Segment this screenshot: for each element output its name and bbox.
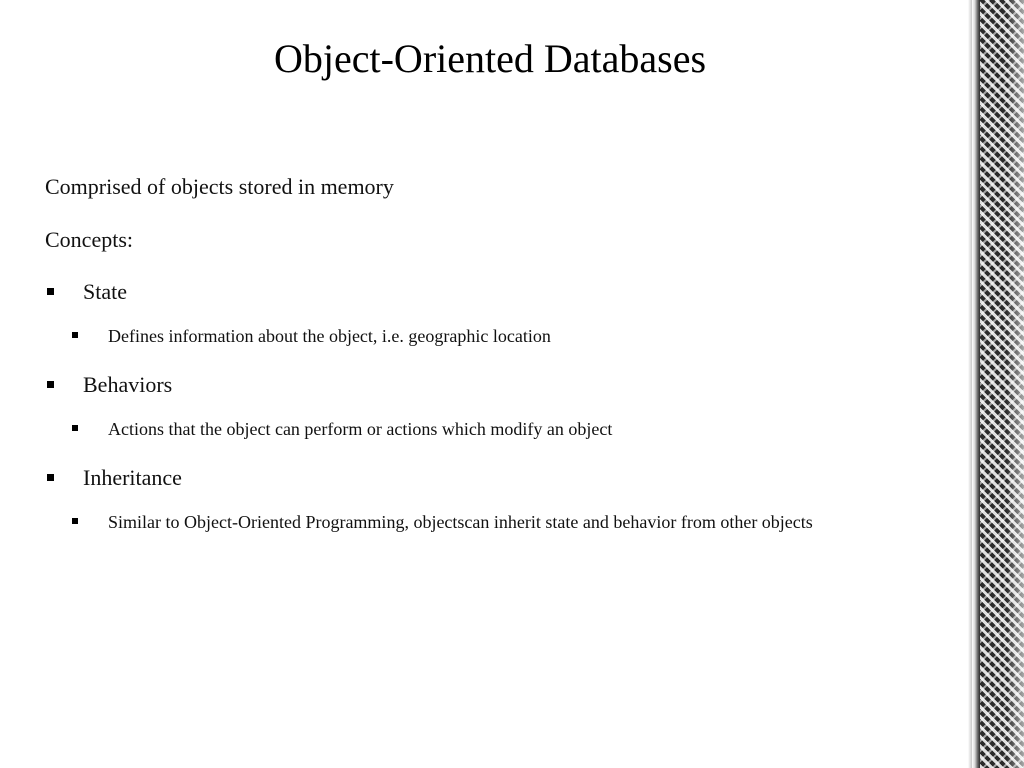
square-bullet-icon <box>45 370 83 400</box>
sub-bullet-behaviors <box>70 411 910 447</box>
strip-bevel <box>972 0 980 768</box>
slide-title: Object-Oriented Databases <box>273 36 707 81</box>
concepts-label: Concepts: <box>45 227 133 252</box>
checkered-strip-decoration <box>980 0 1024 768</box>
intro-text: Comprised of objects stored in memory <box>45 174 394 199</box>
square-bullet-icon <box>70 504 108 540</box>
bullet-inheritance <box>45 463 945 493</box>
bullet-behaviors <box>45 370 945 400</box>
sub-bullet-text: Similar to Object-Oriented Programming, objectscan inherit state and behavior from other objects <box>108 512 813 532</box>
bullet-label: State <box>83 279 127 304</box>
square-bullet-icon <box>45 463 83 493</box>
square-bullet-icon <box>45 277 83 307</box>
bullet-state <box>45 277 945 307</box>
sub-bullet-text: Defines information about the object, i.e. geographic location <box>108 326 551 346</box>
sub-bullet-text: Actions that the object can perform or actions which modify an object <box>108 419 613 439</box>
sub-bullet-inheritance <box>70 504 910 540</box>
sub-bullet-state <box>70 318 910 354</box>
bullet-label: Inheritance <box>83 465 182 490</box>
square-bullet-icon <box>70 411 108 447</box>
bullet-label: Behaviors <box>83 372 173 397</box>
square-bullet-icon <box>70 318 108 354</box>
